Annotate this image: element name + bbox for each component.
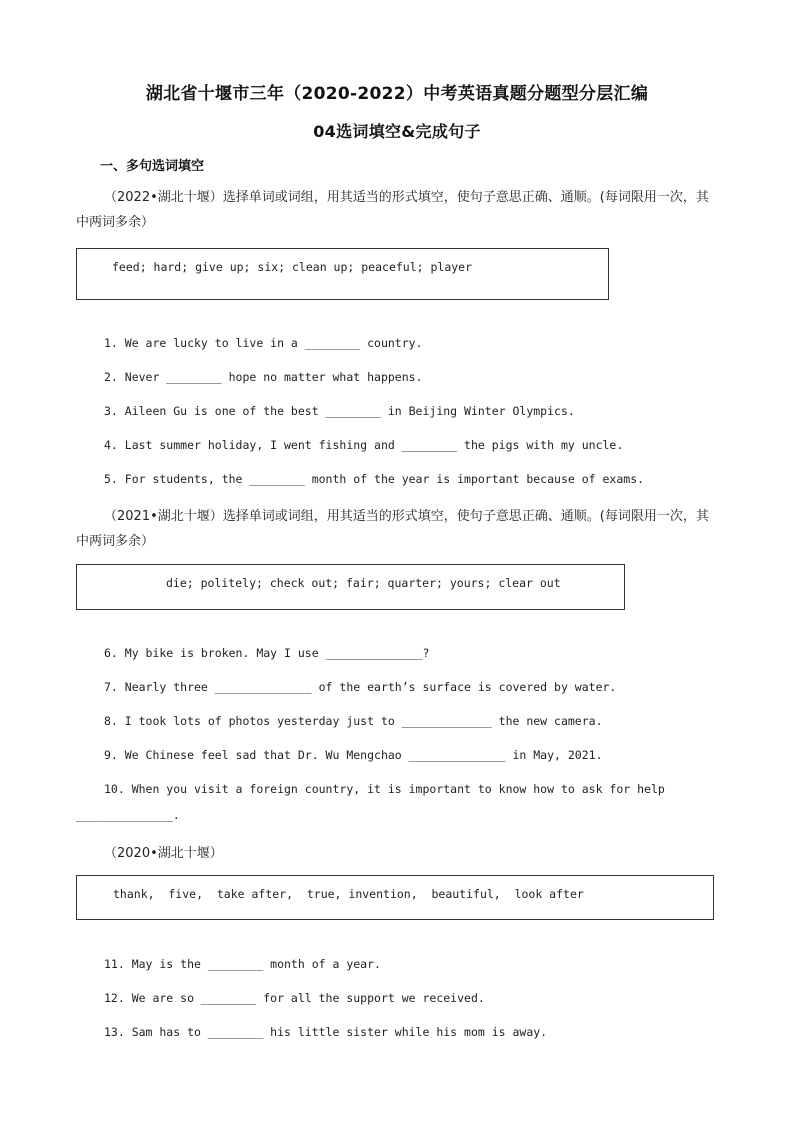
question-8: 8. I took lots of photos yesterday just to _____________ the new camera. <box>104 714 603 728</box>
group3-word-bank <box>76 875 714 920</box>
question-2: 2. Never ________ hope no matter what happens. <box>104 370 423 384</box>
question-10-continuation: ______________. <box>76 808 180 822</box>
group3-word-list: thank, five, take after, true, invention, beautiful, look after <box>113 887 584 901</box>
question-5: 5. For students, the ________ month of the year is important because of exams. <box>104 472 645 486</box>
group2-word-list: die; politely; check out; fair; quarter; yours; clear out <box>166 576 561 590</box>
question-3: 3. Aileen Gu is one of the best ________ in Beijing Winter Olympics. <box>104 404 575 418</box>
question-9: 9. We Chinese feel sad that Dr. Wu Mengchao ______________ in May, 2021. <box>104 748 603 762</box>
question-1: 1. We are lucky to live in a ________ country. <box>104 336 423 350</box>
question-6: 6. My bike is broken. May I use ______________? <box>104 646 430 660</box>
section-heading: 一、多句选词填空 <box>100 159 205 174</box>
group1-instruction: （2022•湖北十堰）选择单词或词组，用其适当的形式填空，使句子意思正确、通顺。(每词限用一次，其中两词多余） <box>76 190 709 230</box>
question-4: 4. Last summer holiday, I went fishing and ________ the pigs with my uncle. <box>104 438 624 452</box>
document-subtitle: 04选词填空&完成句子 <box>313 122 481 141</box>
question-10: 10. When you visit a foreign country, it is important to know how to ask for help <box>104 782 665 796</box>
question-12: 12. We are so ________ for all the support we received. <box>104 991 485 1005</box>
group1-word-list: feed; hard; give up; six; clean up; peaceful; player <box>112 260 473 274</box>
group1-word-bank <box>76 248 609 300</box>
document-title: 湖北省十堰市三年（2020-2022）中考英语真题分题型分层汇编 <box>145 84 649 104</box>
question-11: 11. May is the ________ month of a year. <box>104 957 381 971</box>
question-7: 7. Nearly three ______________ of the earth’s surface is covered by water. <box>104 680 617 694</box>
group3-source: （2020•湖北十堰） <box>104 846 223 861</box>
group2-word-bank <box>76 564 625 610</box>
question-13: 13. Sam has to ________ his little sister while his mom is away. <box>104 1025 548 1039</box>
group2-instruction: （2021•湖北十堰）选择单词或词组，用其适当的形式填空，使句子意思正确、通顺。(每词限用一次，其中两词多余） <box>76 509 709 549</box>
